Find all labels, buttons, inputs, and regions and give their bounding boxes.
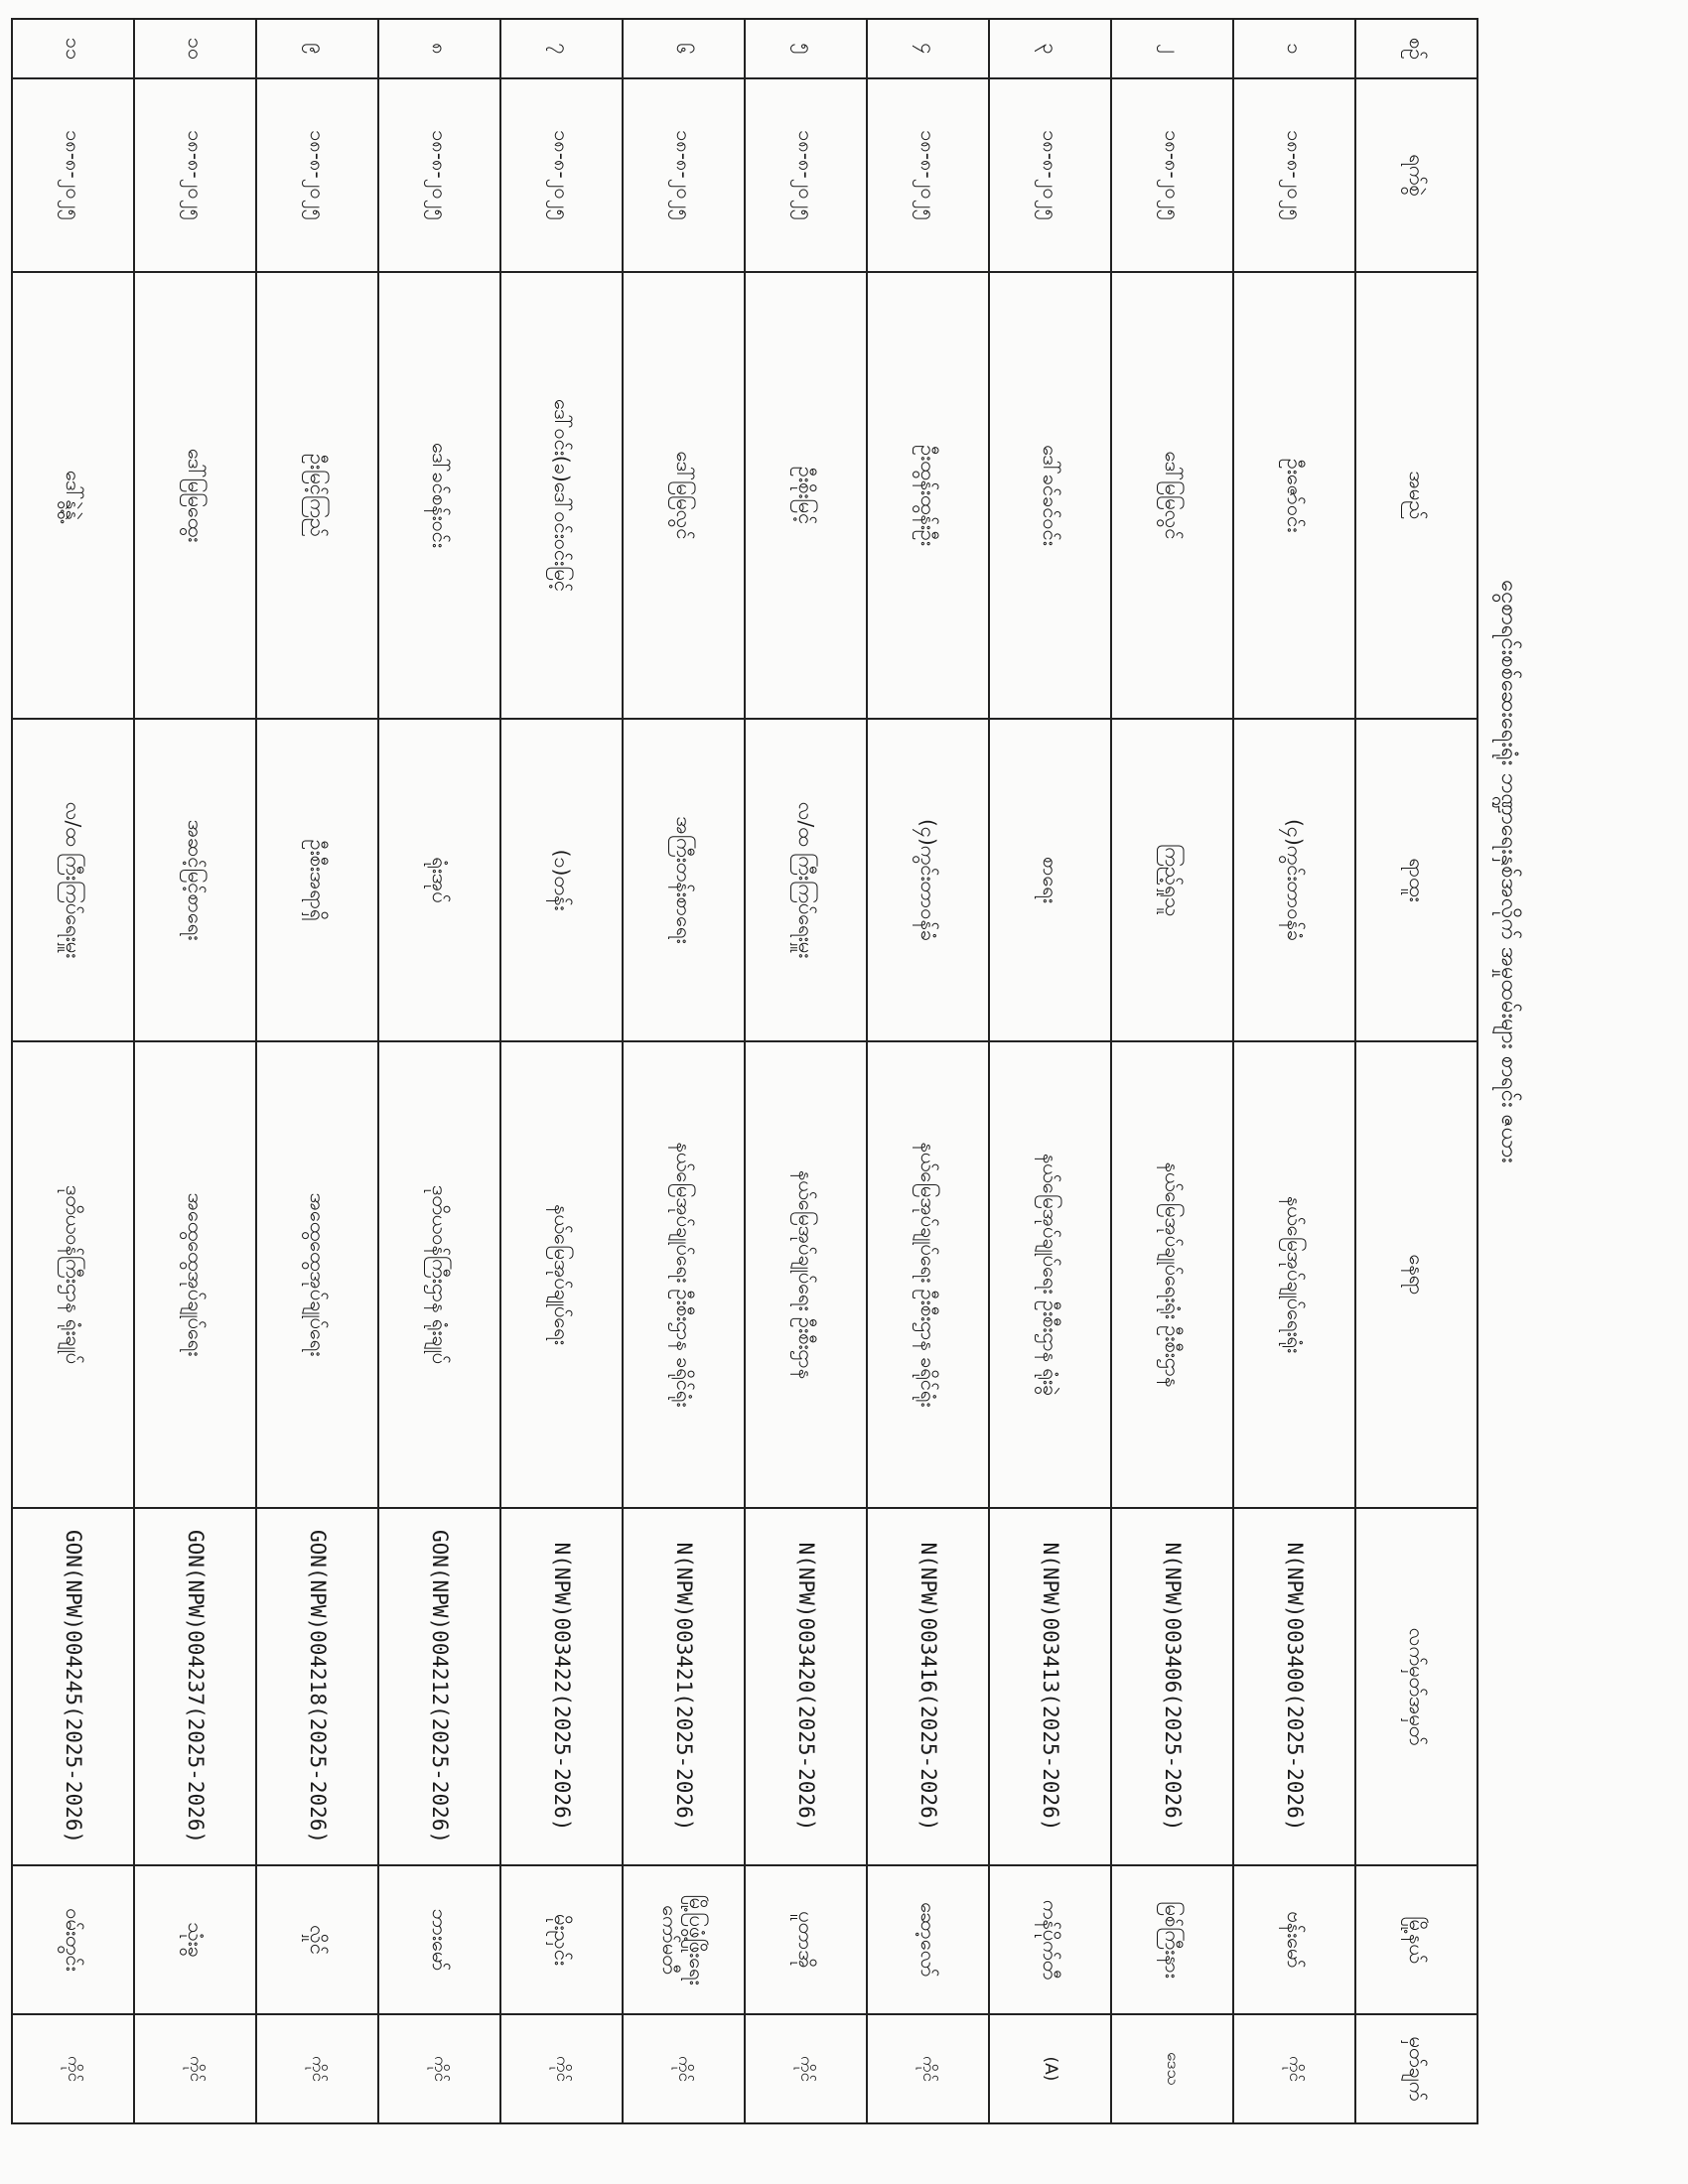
cell-position: ကြည့်ရှုသူ <box>1111 719 1233 1041</box>
cell-cert: N(NPW)003400(2025-2026) <box>1233 1508 1355 1865</box>
cell-date: ၁၈-၈-၂၀၂၅ <box>745 78 867 272</box>
header-township: မြို့နယ် <box>1355 1865 1477 2014</box>
cell-remark: (A) <box>989 2014 1111 2123</box>
rotated-sheet <box>61 18 1526 2152</box>
document-title: ငွေစာရင်းစစ်ဆေးရေးရုံး ဘဏ္ဍာရေးနှစ်အလိုက် အမှုထမ်းများ စာရင်း ဇယား <box>1496 580 1521 1163</box>
cell-place: နယ်မြေအုပ်ချုပ်ရေး ဦးစီးဌာန ခရိုင်ရုံး <box>623 1041 745 1508</box>
cell-name: ဦးထွန်းထွန်းဦး <box>867 272 989 719</box>
cell-date: ၁၈-၈-၂၀၂၅ <box>1111 78 1233 272</box>
cell-cert: N(NPW)003421(2025-2026) <box>623 1508 745 1865</box>
cell-position: လ/ထ ကြီးကြပ်ရေးမှူး <box>745 719 867 1041</box>
table-row <box>378 19 500 2123</box>
table-row <box>256 19 378 2123</box>
cell-no: ၄ <box>867 19 989 78</box>
cell-place: အထွေထွေအုပ်ချုပ်ရေး <box>134 1041 256 1508</box>
header-remark: မှတ်ချက် <box>1355 2014 1477 2123</box>
cell-cert: N(NPW)003422(2025-2026) <box>500 1508 623 1865</box>
cell-remark: ကိုင် <box>12 2014 134 2123</box>
staff-table <box>11 18 1478 2124</box>
cell-township: လှိုင် <box>256 1865 378 2014</box>
cell-remark: ကိုင် <box>500 2014 623 2123</box>
cell-remark: ကိုင် <box>378 2014 500 2123</box>
cell-place: အထွေထွေအုပ်ချုပ်ရေး <box>256 1041 378 1508</box>
cell-place: ဒုတိယဝန်ကြီးဌာန ရုံးချုပ် <box>12 1041 134 1508</box>
table-row <box>1111 19 1233 2123</box>
cell-remark: ကိုင် <box>745 2014 867 2123</box>
cell-position: ဦးစီးအရာရှိ <box>256 719 378 1041</box>
header-name: အမည် <box>1355 272 1477 719</box>
cell-position: အကြီးတန်းစာရေး <box>623 719 745 1041</box>
cell-date: ၁၈-၈-၂၀၂၅ <box>989 78 1111 272</box>
cell-name: ဒေါ်ဝင်း(ခ)ဒေါ်ဝင်းဝင်းမြင့် <box>500 272 623 719</box>
cell-no: ၂ <box>1111 19 1233 78</box>
cell-township: မြစ်ကြီးနား <box>1111 1865 1233 2014</box>
cell-township: သုံးခွ <box>134 1865 256 2014</box>
table-row <box>623 19 745 2123</box>
cell-place: နယ်မြေအုပ်ချုပ်ရေး ဦးစီးဌာန ခရိုင်ရုံး <box>867 1041 989 1508</box>
cell-township: ဘားမော် <box>378 1865 500 2014</box>
header-cert: လက်မှတ်အမှတ် <box>1355 1508 1477 1865</box>
cell-date: ၁၈-၈-၂၀၂၅ <box>134 78 256 272</box>
cell-no: ၃ <box>989 19 1111 78</box>
cell-name: ဒေါ်ခင်စန်းဝင်း <box>378 272 500 719</box>
cell-position: (၁)တန်း <box>500 719 623 1041</box>
cell-date: ၁၈-၈-၂၀၂၅ <box>623 78 745 272</box>
cell-cert: N(NPW)003413(2025-2026) <box>989 1508 1111 1865</box>
cell-no: ၉ <box>256 19 378 78</box>
header-date: ရက်စွဲ <box>1355 78 1477 272</box>
cell-position: အဆင့်မြင့်စာရေး <box>134 719 256 1041</box>
cell-position: လ/ထ ကြီးကြပ်ရေးမှူး <box>12 719 134 1041</box>
cell-date: ၁၈-၈-၂၀၂၅ <box>1233 78 1355 272</box>
cell-position: (၄)ကွင်းတာဝန်ခံ <box>1233 719 1355 1041</box>
cell-name: ဦးမြင့်ကြည် <box>256 272 378 719</box>
cell-no: ၁ <box>1233 19 1355 78</box>
cell-no: ၆ <box>623 19 745 78</box>
cell-township: ဗန်းမော် <box>1233 1865 1355 2014</box>
cell-remark: ဒေသ <box>1111 2014 1233 2123</box>
table-row <box>500 19 623 2123</box>
cell-name: ဒေါ်မြမြလွင် <box>1111 272 1233 719</box>
cell-place: နယ်မြေအုပ်ချုပ်ရေး <box>500 1041 623 1508</box>
header-position: ရာထူး <box>1355 719 1477 1041</box>
cell-cert: GON(NPW)004218(2025-2026) <box>256 1508 378 1865</box>
header-place: နေရာ <box>1355 1041 1477 1508</box>
cell-place: နယ်မြေအုပ်ချုပ်ရေး ဦးစီးဌာန <box>745 1041 867 1508</box>
cell-cert: GON(NPW)004245(2025-2026) <box>12 1508 134 1865</box>
cell-position: စာရေး <box>989 719 1111 1041</box>
table-row <box>134 19 256 2123</box>
cell-place: နယ်မြေအုပ်ချုပ်ရေးရုံး ဦးစီးဌာန <box>1111 1041 1233 1508</box>
cell-township: ဆော့လော် <box>867 1865 989 2014</box>
table-row <box>1233 19 1355 2123</box>
cell-name: ဒေါ်ခင်ခင်ဝင်း <box>989 272 1111 719</box>
header-row <box>1355 19 1477 2123</box>
cell-no: ၈ <box>378 19 500 78</box>
cell-position: ရုံးအုပ် <box>378 719 500 1041</box>
cell-cert: N(NPW)003420(2025-2026) <box>745 1508 867 1865</box>
cell-remark: ကိုင် <box>256 2014 378 2123</box>
table-row <box>867 19 989 2123</box>
cell-name: ဦးဇော်ဝင်း <box>1233 272 1355 719</box>
cell-remark: ကိုင် <box>867 2014 989 2123</box>
cell-no: ၁၁ <box>12 19 134 78</box>
cell-township: မိုးညှင်း <box>500 1865 623 2014</box>
cell-name: ဒေါ်နွဲ့နွဲ့ <box>12 272 134 719</box>
cell-name: ဒေါ်မြမြလွင် <box>623 272 745 719</box>
table-row <box>745 19 867 2123</box>
cell-cert: GON(NPW)004212(2025-2026) <box>378 1508 500 1865</box>
cell-position: (၄)ကွင်းတာဝန်ခံ <box>867 719 989 1041</box>
cell-township: ကန်ပိုက်တီ <box>989 1865 1111 2014</box>
cell-date: ၁၈-၈-၂၀၂၅ <box>378 78 500 272</box>
table-row <box>12 19 134 2123</box>
cell-township: မြို့ပြဖွံ့ဖြိုးရေးကော်မတီ <box>623 1865 745 2014</box>
cell-date: ၁၈-၈-၂၀၂၅ <box>867 78 989 272</box>
cell-cert: N(NPW)003406(2025-2026) <box>1111 1508 1233 1865</box>
cell-no: ၇ <box>500 19 623 78</box>
cell-remark: ကိုင် <box>134 2014 256 2123</box>
cell-no: ၁၀ <box>134 19 256 78</box>
cell-township: ဝမ်းတွင်း <box>12 1865 134 2014</box>
header-no: စဉ် <box>1355 19 1477 78</box>
cell-name: ဦးစိုးမြင့် <box>745 272 867 719</box>
cell-place: နယ်မြေအုပ်ချုပ်ရေးရုံး <box>1233 1041 1355 1508</box>
table-row <box>989 19 1111 2123</box>
cell-place: ဒုတိယဝန်ကြီးဌာန ရုံးချုပ် <box>378 1041 500 1508</box>
cell-cert: GON(NPW)004237(2025-2026) <box>134 1508 256 1865</box>
cell-date: ၁၈-၈-၂၀၂၅ <box>500 78 623 272</box>
page-margin <box>1597 0 1688 2184</box>
cell-date: ၁၈-၈-၂၀၂၅ <box>256 78 378 272</box>
cell-no: ၅ <box>745 19 867 78</box>
cell-township: ပူတာအို <box>745 1865 867 2014</box>
cell-remark: ကိုင် <box>1233 2014 1355 2123</box>
cell-name: ဒေါ်မြမြထွေး <box>134 272 256 719</box>
cell-remark: ကိုင် <box>623 2014 745 2123</box>
cell-place: နယ်မြေအုပ်ချုပ်ရေး ဦးစီးဌာန ရုံးခွဲ <box>989 1041 1111 1508</box>
cell-cert: N(NPW)003416(2025-2026) <box>867 1508 989 1865</box>
cell-date: ၁၈-၈-၂၀၂၅ <box>12 78 134 272</box>
